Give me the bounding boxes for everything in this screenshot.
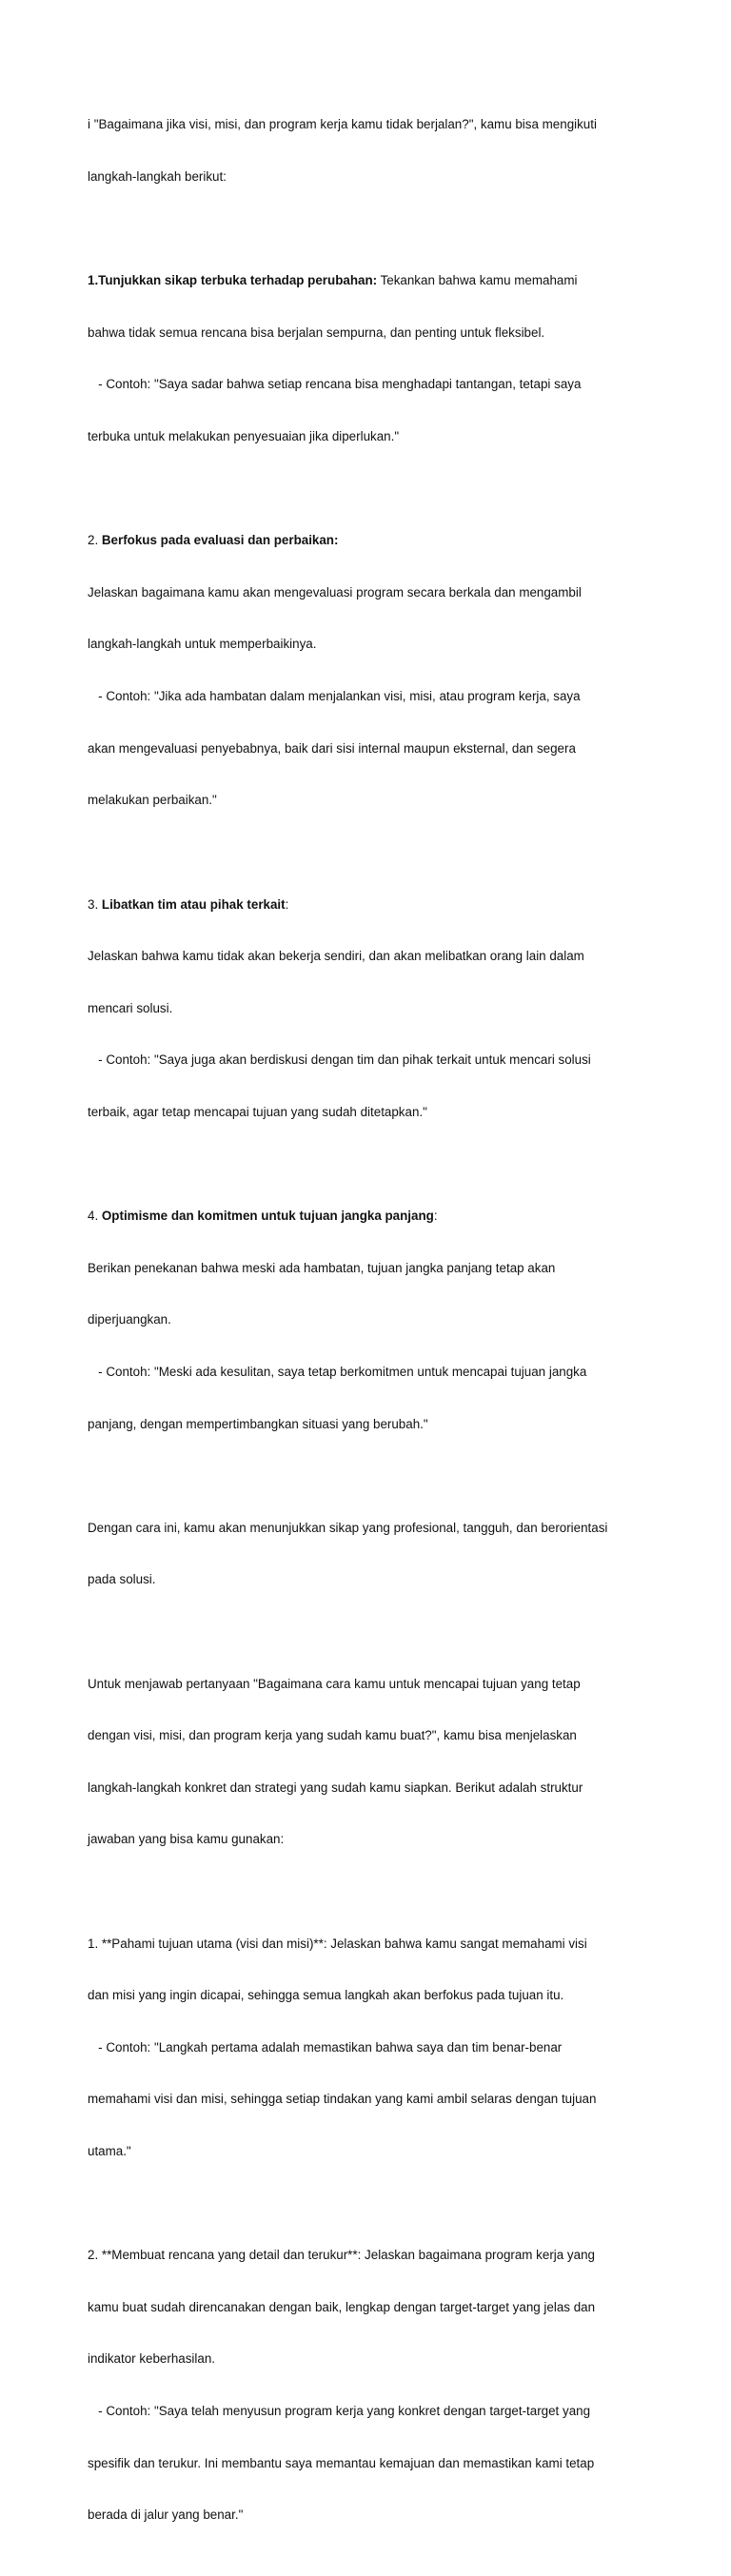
point-1-paragraph bbox=[88, 238, 659, 481]
text-line: diperjuangkan. bbox=[88, 1312, 171, 1327]
text-line: Berikan penekanan bahwa meski ada hambatan, tujuan jangka panjang tetap akan bbox=[88, 1260, 556, 1275]
text-line: akan mengevaluasi penyebabnya, baik dari sisi internal maupun eksternal, dan segera bbox=[88, 740, 576, 756]
text-line: langkah-langkah untuk memperbaikinya. bbox=[88, 637, 317, 652]
intro-paragraph bbox=[88, 82, 659, 221]
example-line: - Contoh: "Meski ada kesulitan, saya tetap berkomitmen untuk mencapai tujuan jangka bbox=[88, 1364, 587, 1379]
point-3-number: 3. bbox=[88, 896, 102, 912]
text-line: terbaik, agar tetap mencapai tujuan yang sudah ditetapkan." bbox=[88, 1104, 427, 1119]
text-line: spesifik dan terukur. Ini membantu saya memantau kemajuan dan memastikan kami tetap bbox=[88, 2455, 595, 2470]
point-2-number: 2. bbox=[88, 533, 102, 548]
text-line bbox=[88, 896, 659, 914]
text-line bbox=[88, 1208, 659, 1225]
text-line: memahami visi dan misi, sehingga setiap tindakan yang kami ambil selaras dengan tujuan bbox=[88, 2092, 597, 2107]
text-line: langkah-langkah berikut: bbox=[88, 169, 227, 185]
text-line: indikator keberhasilan. bbox=[88, 2351, 215, 2367]
point-2-heading: Berfokus pada evaluasi dan perbaikan: bbox=[101, 533, 339, 548]
text-line: Dengan cara ini, kamu akan menunjukkan sikap yang profesional, tangguh, dan berorientasi bbox=[88, 1520, 608, 1535]
text-line: langkah-langkah konkret dan strategi yang sudah kamu siapkan. Berikut adalah struktur bbox=[88, 1780, 583, 1795]
text-line: panjang, dengan mempertimbangkan situasi yang berubah." bbox=[88, 1416, 428, 1431]
point-1-text: Tekankan bahwa kamu memahami bbox=[377, 273, 578, 288]
example-line: - Contoh: "Saya telah menyusun program kerja yang konkret dengan target-target yang bbox=[88, 2404, 591, 2419]
section-2-point-2-paragraph bbox=[88, 2212, 659, 2559]
point-4-paragraph bbox=[88, 1173, 659, 1467]
example-line: - Contoh: "Langkah pertama adalah memastikan bahwa saya dan tim benar-benar bbox=[88, 2039, 563, 2055]
section-2-point-1-paragraph bbox=[88, 1900, 659, 2194]
text-line: i "Bagaimana jika visi, misi, dan program kerja kamu tidak berjalan?", kamu bisa mengikuti bbox=[88, 117, 597, 132]
text-line: jawaban yang bisa kamu gunakan: bbox=[88, 1832, 285, 1847]
text-line: Untuk menjawab pertanyaan "Bagaimana cara kamu untuk mencapai tujuan yang tetap bbox=[88, 1676, 581, 1691]
example-line: - Contoh: "Jika ada hambatan dalam menjalankan visi, misi, atau program kerja, saya bbox=[88, 689, 581, 704]
point-4-heading: Optimisme dan komitmen untuk tujuan jangka panjang bbox=[101, 1209, 434, 1224]
text-line: 2. **Membuat rencana yang detail dan terukur**: Jelaskan bagaimana program kerja yang bbox=[88, 2248, 595, 2263]
point-1-heading: 1.Tunjukkan sikap terbuka terhadap perubahan: bbox=[88, 273, 378, 288]
text-line: kamu buat sudah direncanakan dengan baik, lengkap dengan target-target yang jelas dan bbox=[88, 2299, 596, 2314]
text-line bbox=[88, 272, 659, 289]
point-4-suffix: : bbox=[433, 1209, 438, 1224]
text-line: berada di jalur yang benar." bbox=[88, 2507, 244, 2523]
section-2-intro-paragraph bbox=[88, 1641, 659, 1883]
point-3-heading: Libatkan tim atau pihak terkait bbox=[101, 896, 286, 912]
point-3-paragraph bbox=[88, 861, 659, 1155]
text-line: melakukan perbaikan." bbox=[88, 793, 217, 808]
text-line: pada solusi. bbox=[88, 1572, 156, 1587]
text-line: mencari solusi. bbox=[88, 1000, 173, 1015]
text-line bbox=[88, 532, 659, 549]
text-line: 1. **Pahami tujuan utama (visi dan misi)**: Jelaskan bahwa kamu sangat memahami visi bbox=[88, 1936, 587, 1951]
text-line: dengan visi, misi, dan program kerja yang sudah kamu buat?", kamu bisa menjelaskan bbox=[88, 1728, 577, 1743]
closing-paragraph bbox=[88, 1485, 659, 1623]
text-line: terbuka untuk melakukan penyesuaian jika diperlukan." bbox=[88, 429, 400, 444]
text-line: dan misi yang ingin dicapai, sehingga semua langkah akan berfokus pada tujuan itu. bbox=[88, 1988, 564, 2003]
point-2-paragraph bbox=[88, 498, 659, 844]
document-page bbox=[88, 82, 659, 2576]
text-line: bahwa tidak semua rencana bisa berjalan sempurna, dan penting untuk fleksibel. bbox=[88, 324, 545, 340]
example-line: - Contoh: "Saya juga akan berdiskusi dengan tim dan pihak terkait untuk mencari solusi bbox=[88, 1052, 591, 1068]
example-line: - Contoh: "Saya sadar bahwa setiap rencana bisa menghadapi tantangan, tetapi saya bbox=[88, 377, 582, 392]
point-3-suffix: : bbox=[285, 896, 289, 912]
text-line: Jelaskan bahwa kamu tidak akan bekerja sendiri, dan akan melibatkan orang lain dalam bbox=[88, 949, 584, 964]
text-line: Jelaskan bagaimana kamu akan mengevaluasi program secara berkala dan mengambil bbox=[88, 584, 582, 600]
text-line: utama." bbox=[88, 2144, 131, 2159]
point-4-number: 4. bbox=[88, 1209, 102, 1224]
